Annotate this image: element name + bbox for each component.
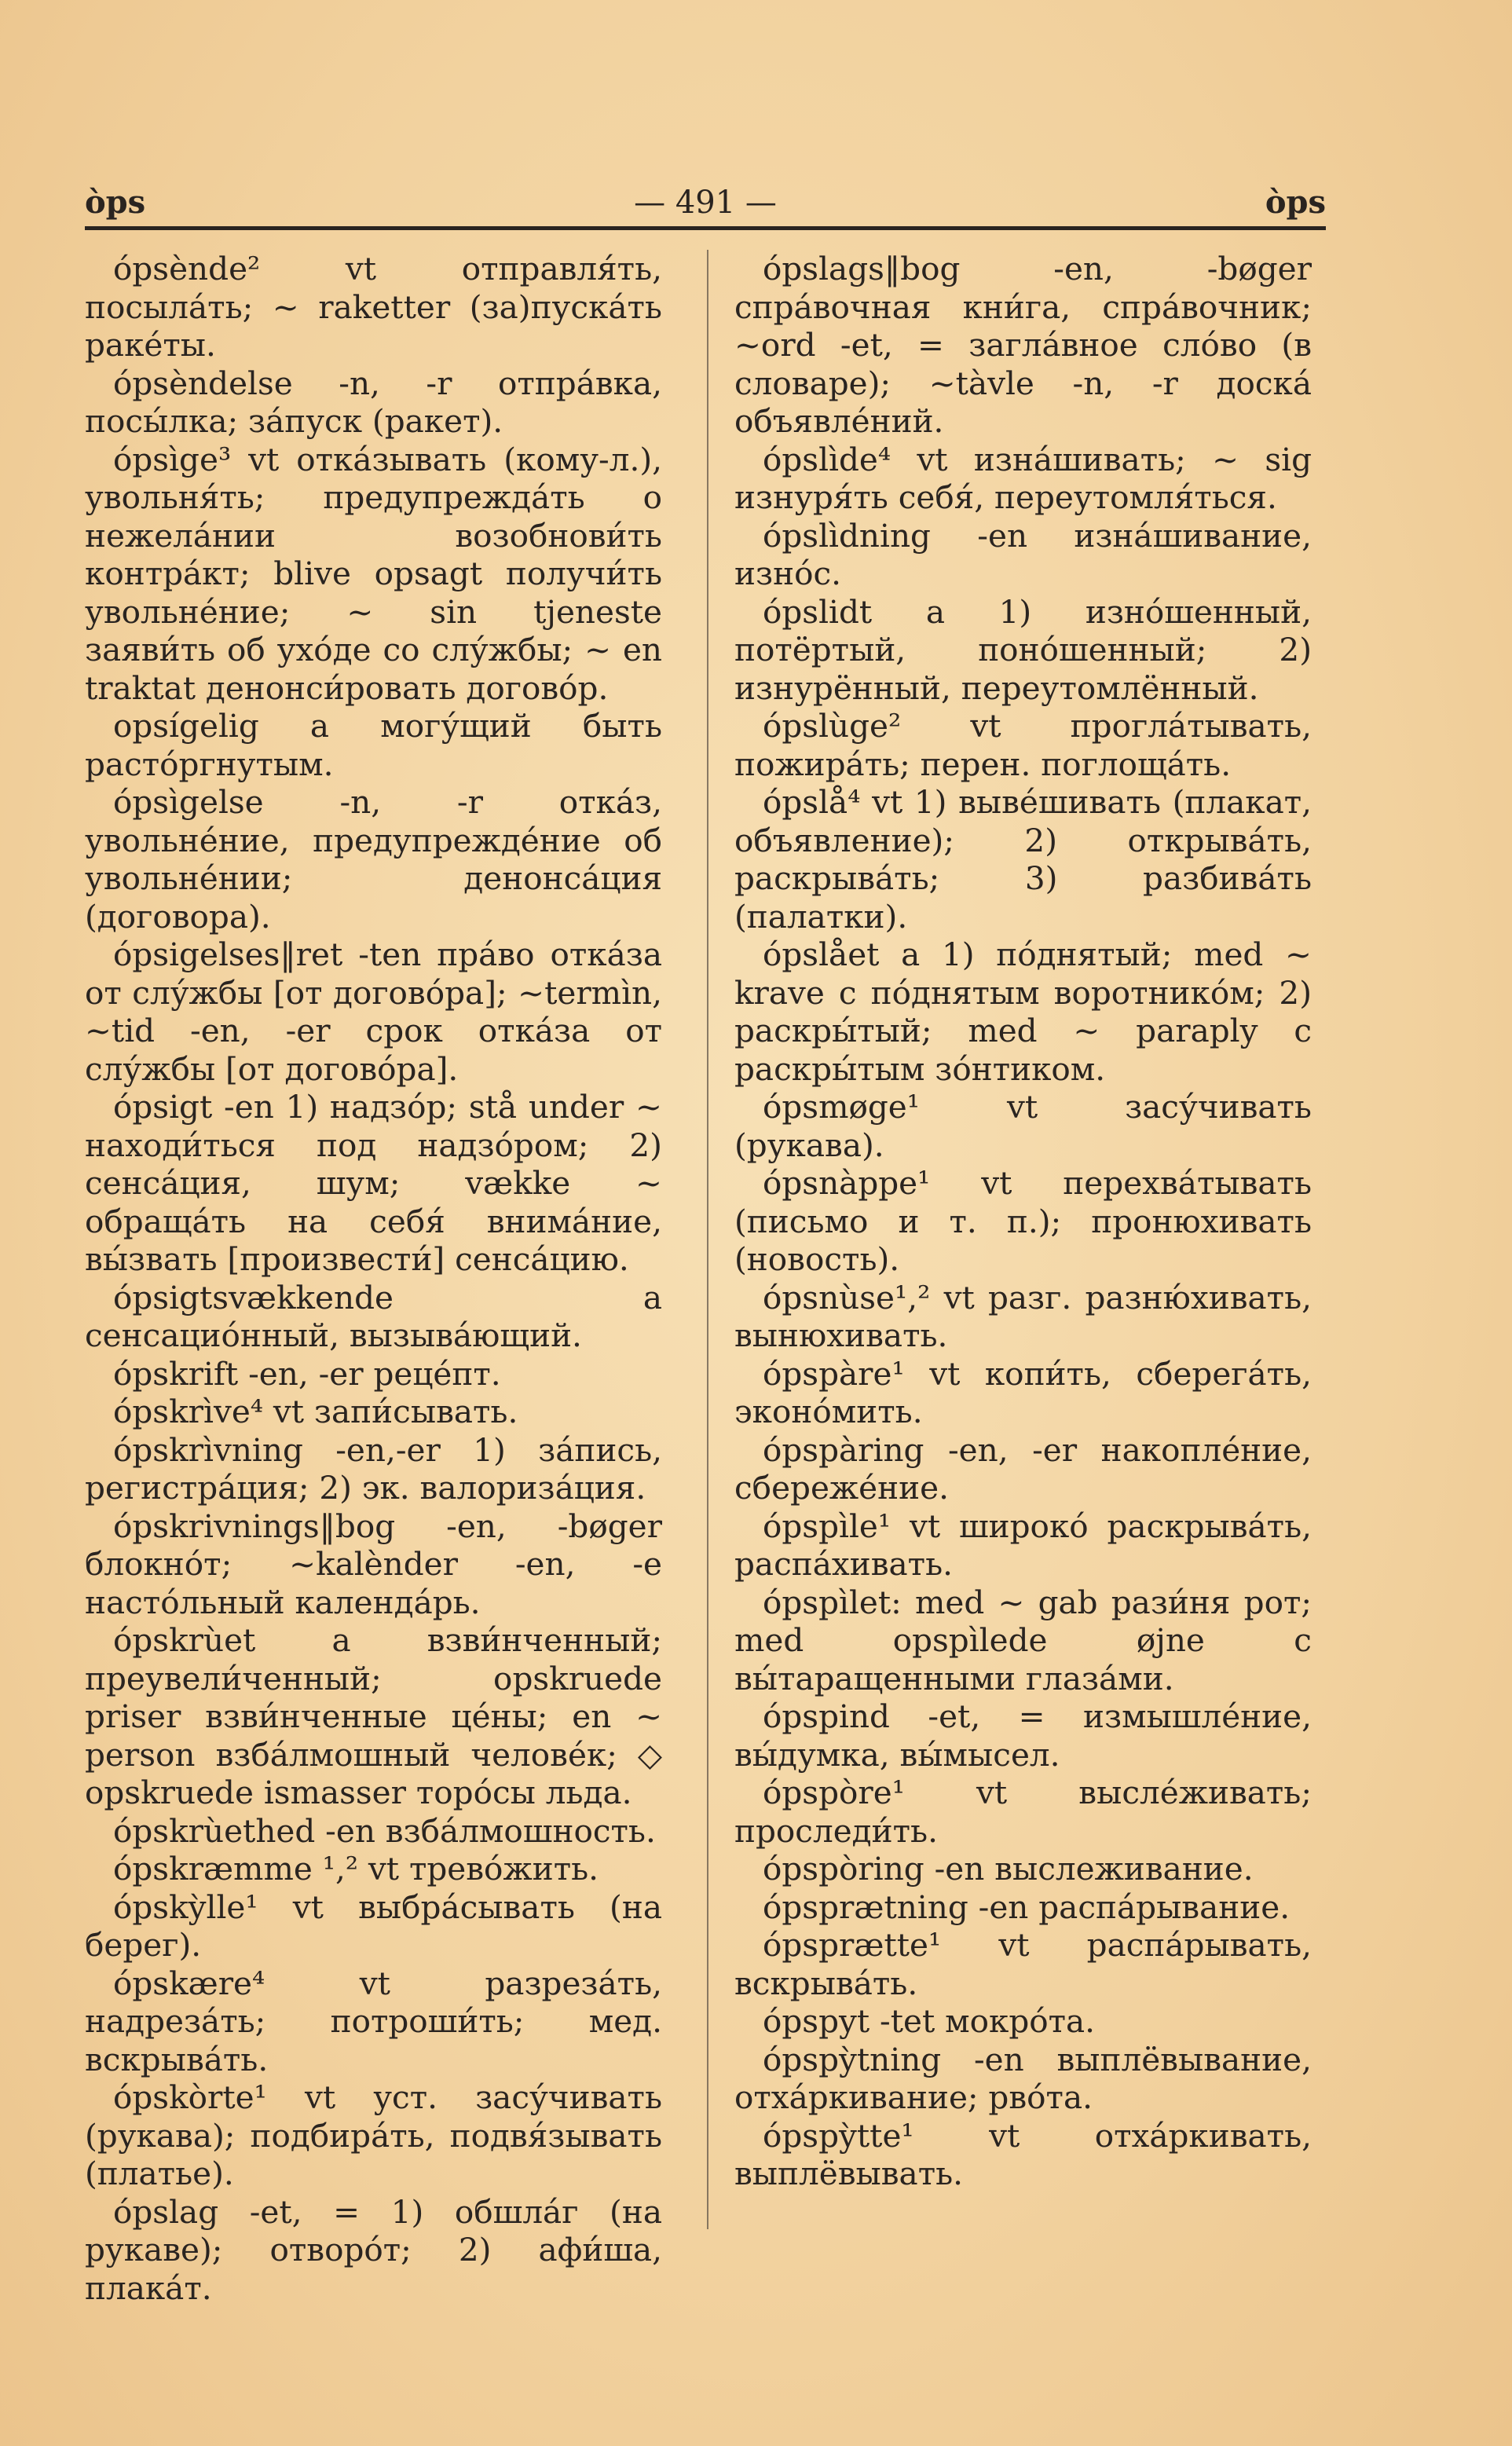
dictionary-entry: ópslå⁴ vt 1) выве́шивать (плакат, объявление); 2) открыва́ть, раскрыва́ть; 3) разбива́ть (палатки). — [734, 783, 1312, 936]
dictionary-entry: ópspỳtning -en выплёвывание, отха́ркивание; рво́та. — [734, 2040, 1312, 2116]
dictionary-entry: ópspỳtte¹ vt отха́ркивать, выплёвывать. — [734, 2116, 1312, 2192]
dictionary-entry: ópslìdning -en изна́шивание, изно́с. — [734, 516, 1312, 592]
dictionary-entry: ópslùge² vt прогла́тывать, пожира́ть; перен. поглоща́ть. — [734, 707, 1312, 783]
header-right-guideword: òps — [1265, 184, 1326, 221]
left-column — [85, 250, 662, 2307]
dictionary-entry: ópsmøge¹ vt засу́чивать (рукава). — [734, 1088, 1312, 1164]
dictionary-entry: ópsìgelse -n, -r отка́з, увольне́ние, предупрежде́ние об увольне́нии; денонса́ция (договора). — [85, 783, 662, 936]
dictionary-entry: ópsnùse¹,² vt разг. разню́хивать, вынюхивать. — [734, 1278, 1312, 1354]
page-header — [85, 179, 1326, 226]
dictionary-entry: ópspìlet: med ~ gab рази́ня рот; med opspìlede øjne с вы́таращенными глаза́ми. — [734, 1583, 1312, 1697]
dictionary-entry: ópslag -et, = 1) обшла́г (на рукаве); отворо́т; 2) афи́ша, плака́т. — [85, 2192, 662, 2307]
dictionary-entry: ópskære⁴ vt разреза́ть, надреза́ть; потроши́ть; мед. вскрыва́ть. — [85, 1964, 662, 2078]
dictionary-entry: ópspàring -en, -er накопле́ние, сбереже́ние. — [734, 1430, 1312, 1507]
dictionary-entry: opsígelig a могу́щий быть расто́ргнутым. — [85, 707, 662, 783]
dictionary-entry: ópspìle¹ vt широко́ раскрыва́ть, распа́хивать. — [734, 1507, 1312, 1583]
dictionary-entry: ópsnàppe¹ vt перехва́тывать (письмо и т. п.); пронюхивать (новость). — [734, 1164, 1312, 1278]
dictionary-entry: ópskrùet a взви́нченный; преувели́ченный; opskruede priser взви́нченные це́ны; en ~ person взба́лмошный челове́к; ◇ opskruede ismasser торо́сы льда. — [85, 1621, 662, 1811]
dictionary-entry: ópsprætte¹ vt распа́рывать, вскрыва́ть. — [734, 1926, 1312, 2002]
dictionary-entry: ópspòre¹ vt высле́живать; проследи́ть. — [734, 1774, 1312, 1850]
dictionary-entry: ópsigt -en 1) надзо́р; stå under ~ находи́ться под надзо́ром; 2) сенса́ция, шум; vække ~ обраща́ть на себя́ внима́ние, вы́звать [произвести́] сенса́цию. — [85, 1088, 662, 1278]
dictionary-entry: ópslidt a 1) изно́шенный, потёртый, поно́шенный; 2) изнурённый, переутомлённый. — [734, 592, 1312, 707]
dictionary-entry: ópskrìve⁴ vt запи́сывать. — [113, 1393, 518, 1430]
header-rule — [85, 226, 1326, 230]
dictionary-entry: ópsigelses‖ret -ten пра́во отка́за от слу́жбы [от догово́ра]; ~termìn, ~tid -en, -er срок отка́за от слу́жбы [от догово́ра]. — [85, 936, 662, 1088]
dictionary-entry: ópslìde⁴ vt изна́шивать; ~ sig изнуря́ть себя́, переутомля́ться. — [734, 440, 1312, 516]
dictionary-entry: ópskrìvning -en,-er 1) за́пись, регистра́ция; 2) эк. валориза́ция. — [85, 1430, 662, 1507]
dictionary-entry: ópskỳlle¹ vt выбра́сывать (на берег). — [85, 1888, 662, 1964]
dictionary-entry: ópsèndelse -n, -r отпра́вка, посы́лка; за́пуск (ракет). — [85, 364, 662, 440]
dictionary-entry: ópskòrte¹ vt уст. засу́чивать (рукава); подбира́ть, подвя́зывать (платье). — [85, 2078, 662, 2192]
dictionary-entry: ópsìge³ vt отка́зывать (кому-л.), увольня́ть; предупрежда́ть о нежела́нии возобнови́ть контра́кт; blive opsagt получи́ть увольне́ние; ~ sin tjeneste заяви́ть об ухо́де со слу́жбы; ~ en traktat денонси́ровать догово́р. — [85, 440, 662, 707]
dictionary-entry: ópskrùethed -en взба́лмошность. — [113, 1811, 656, 1850]
right-column — [734, 250, 1312, 2229]
dictionary-entry: ópskræmme ¹,² vt трево́жить. — [113, 1850, 599, 1888]
dictionary-entry: ópsprætning -en распа́рывание. — [763, 1888, 1291, 1926]
dictionary-entry: ópspind -et, = измышле́ние, вы́думка, вы́мысел. — [734, 1697, 1312, 1774]
dictionary-entry: ópskrift -en, -er реце́пт. — [113, 1354, 501, 1393]
dictionary-entry: ópslags‖bog -en, -bøger спра́вочная кни́га, спра́вочник; ~ord -et, = загла́вное сло́во (в словаре); ~tàvle -n, -r доска́ объявле́ний. — [734, 250, 1312, 440]
dictionary-entry: ópslået a 1) по́днятый; med ~ krave с по́днятым воротнико́м; 2) раскры́тый; med ~ paraply с раскры́тым зо́нтиком. — [734, 936, 1312, 1088]
dictionary-entry: ópspyt -tet мокро́та. — [763, 2002, 1096, 2040]
dictionary-entry: ópsènde² vt отправля́ть, посыла́ть; ~ raketter (за)пуска́ть раке́ты. — [85, 250, 662, 364]
dictionary-entry: ópskrivnings‖bog -en, -bøger блокно́т; ~kalènder -en, -e насто́льный календа́рь. — [85, 1507, 662, 1621]
column-divider — [707, 250, 708, 2229]
page-number: — 491 — — [634, 185, 777, 221]
dictionary-entry: ópspòring -en выслеживание. — [763, 1850, 1254, 1888]
dictionary-entry: ópspàre¹ vt копи́ть, сберега́ть, эконо́мить. — [734, 1354, 1312, 1430]
header-left-guideword: òps — [85, 184, 146, 221]
dictionary-entry: ópsigtsvækkende a сенсацио́нный, вызыва́ющий. — [85, 1278, 662, 1354]
